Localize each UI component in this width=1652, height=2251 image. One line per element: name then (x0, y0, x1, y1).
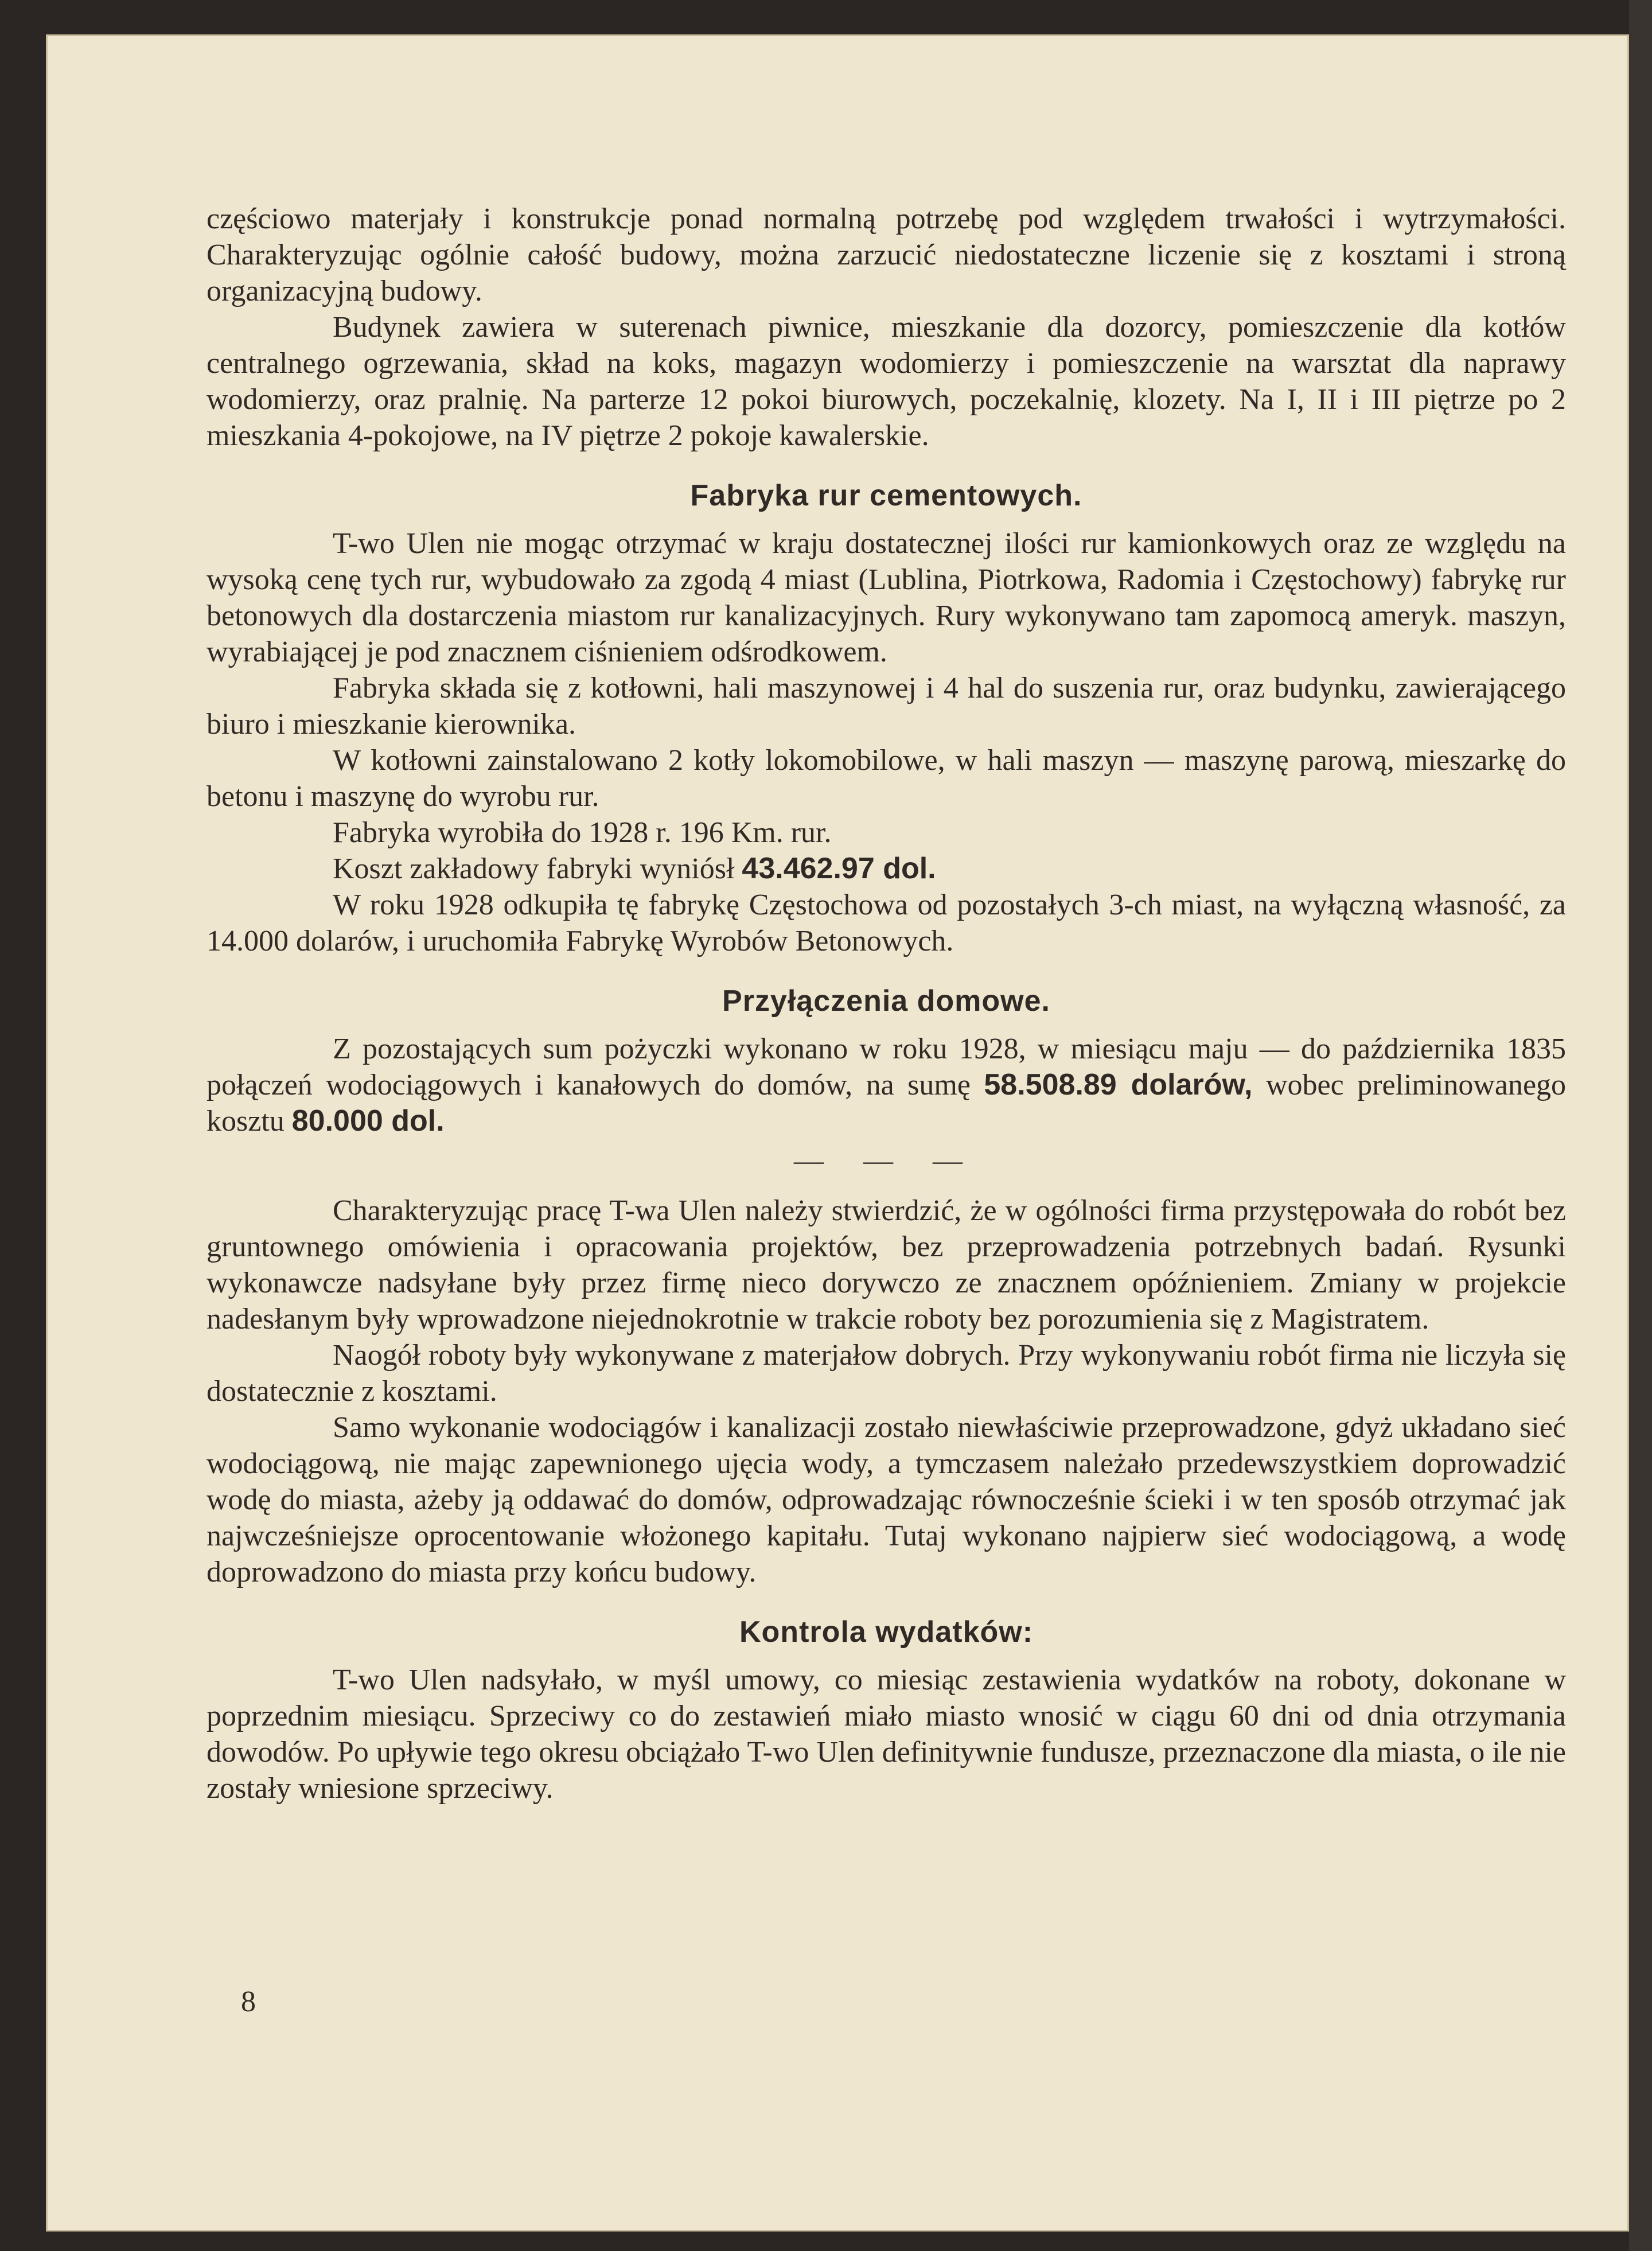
paragraph: W roku 1928 odkupiła tę fabrykę Częstochowa od pozostałych 3-ch miast, na wyłączną własność, za 14.000 dolarów, i uruchomiła Fabrykę Wyrobów Betonowych. (206, 889, 1566, 957)
paragraph: W kotłowni zainstalowano 2 kotły lokomobilowe, w hali maszyn — maszynę parową, mieszarkę do betonu i maszynę do wyrobu rur. (206, 744, 1566, 813)
section-heading: Kontrola wydatków: (739, 1615, 1034, 1649)
section-heading: Przyłączenia domowe. (722, 984, 1050, 1018)
section-heading: Fabryka rur cementowych. (690, 479, 1082, 512)
separator: — — — (794, 1144, 979, 1177)
connections-amount: 58.508.89 dolarów, (984, 1068, 1253, 1101)
paragraph (206, 851, 1566, 887)
scan-background-strip (1629, 0, 1652, 2251)
paragraph: Samo wykonanie wodociągów i kanalizacji zostało niewłaściwie przeprowadzone, gdyż układano sieć wodociągową, nie mając zapewnionego ujęcia wody, a tymczasem należało przedewszystkiem doprowadzić wodę do miasta, ażeby ją oddawać do domów, odprowadzając równocześnie ścieki i w ten sposób otrzymać jak najwcześniejsze oprocentowanie włożonego kapitału. Tutaj wykonano najpierw sieć wodociągową, a wodę doprowadzono do miasta przy końcu budowy. (206, 1411, 1566, 1588)
paragraph (206, 1031, 1566, 1139)
cost-label: Koszt zakładowy fabryki wyniósł (333, 852, 735, 885)
page-number: 8 (241, 1985, 256, 2018)
planned-amount: 80.000 dol. (291, 1104, 445, 1138)
paragraph: Fabryka wyrobiła do 1928 r. 196 Km. rur. (333, 816, 832, 849)
paragraph: T-wo Ulen nie mogąc otrzymać w kraju dostatecznej ilości rur kamionkowych oraz ze względu na wysoką cenę tych rur, wybudowało za zgodą 4 miast (Lublina, Piotrkowa, Radomia i Częstochowy) fabrykę rur betonowych dla dostarczenia miastom rur kanalizacyjnych. Rury wykonywano tam zapomocą ameryk. maszyn, wyrabiającej je pod znacznem ciśnieniem odśrodkowem. (206, 527, 1566, 668)
paragraph: Budynek zawiera w suterenach piwnice, mieszkanie dla dozorcy, pomieszczenie dla kotłów centralnego ogrzewania, skład na koks, magazyn wodomierzy i pomieszczenie na warsztat dla naprawy wodomierzy, oraz pralnię. Na parterze 12 pokoi biurowych, poczekalnię, klozety. Na I, II i III piętrze po 2 mieszkania 4-pokojowe, na IV piętrze 2 pokoje kawalerskie. (206, 311, 1566, 452)
paragraph: Charakteryzując pracę T-wa Ulen należy stwierdzić, że w ogólności firma przystępowała do robót bez gruntownego omówienia i opracowania projektów, bez przeprowadzenia potrzebnych badań. Rysunki wykonawcze nadsyłane były przez firmę nieco dorywczo ze znacznem opóźnieniem. Zmiany w projekcie nadesłanym były wprowadzone niejednokrotnie w trakcie roboty bez porozumienia się z Magistratem. (206, 1194, 1566, 1335)
paragraph: częściowo materjały i konstrukcje ponad normalną potrzebę pod względem trwałości i wytrzymałości. Charakteryzując ogólnie całość budowy, można zarzucić niedostateczne liczenie się z kosztami i stroną organizacyjną budowy. (206, 202, 1566, 307)
paragraph: T-wo Ulen nadsyłało, w myśl umowy, co miesiąc zestawienia wydatków na roboty, dokonane w poprzednim miesiącu. Sprzeciwy co do zestawień miało miasto wnosić w ciągu 60 dni od dnia otrzymania dowodów. Po upływie tego okresu obciążało T-wo Ulen definitywnie fundusze, przeznaczone dla miasta, o ile nie zostały wniesione sprzeciwy. (206, 1664, 1566, 1805)
cost-amount: 43.462.97 dol. (742, 852, 936, 885)
connections-text: Z pozostających sum pożyczki wykonano w roku 1928, w miesiącu maju — do października 1835 połączeń wodociągowych i kanałowych do domów, na sumę (206, 1033, 1566, 1101)
connections-text-mid: wobec preliminowanego kosztu (206, 1069, 1567, 1138)
document-body (206, 201, 1566, 1806)
paragraph: Fabryka składa się z kotłowni, hali maszynowej i 4 hal do suszenia rur, oraz budynku, zawierającego biuro i mieszkanie kierownika. (206, 672, 1566, 741)
paragraph: Naogół roboty były wykonywane z materjałow dobrych. Przy wykonywaniu robót firma nie liczyła się dostatecznie z kosztami. (206, 1339, 1566, 1408)
